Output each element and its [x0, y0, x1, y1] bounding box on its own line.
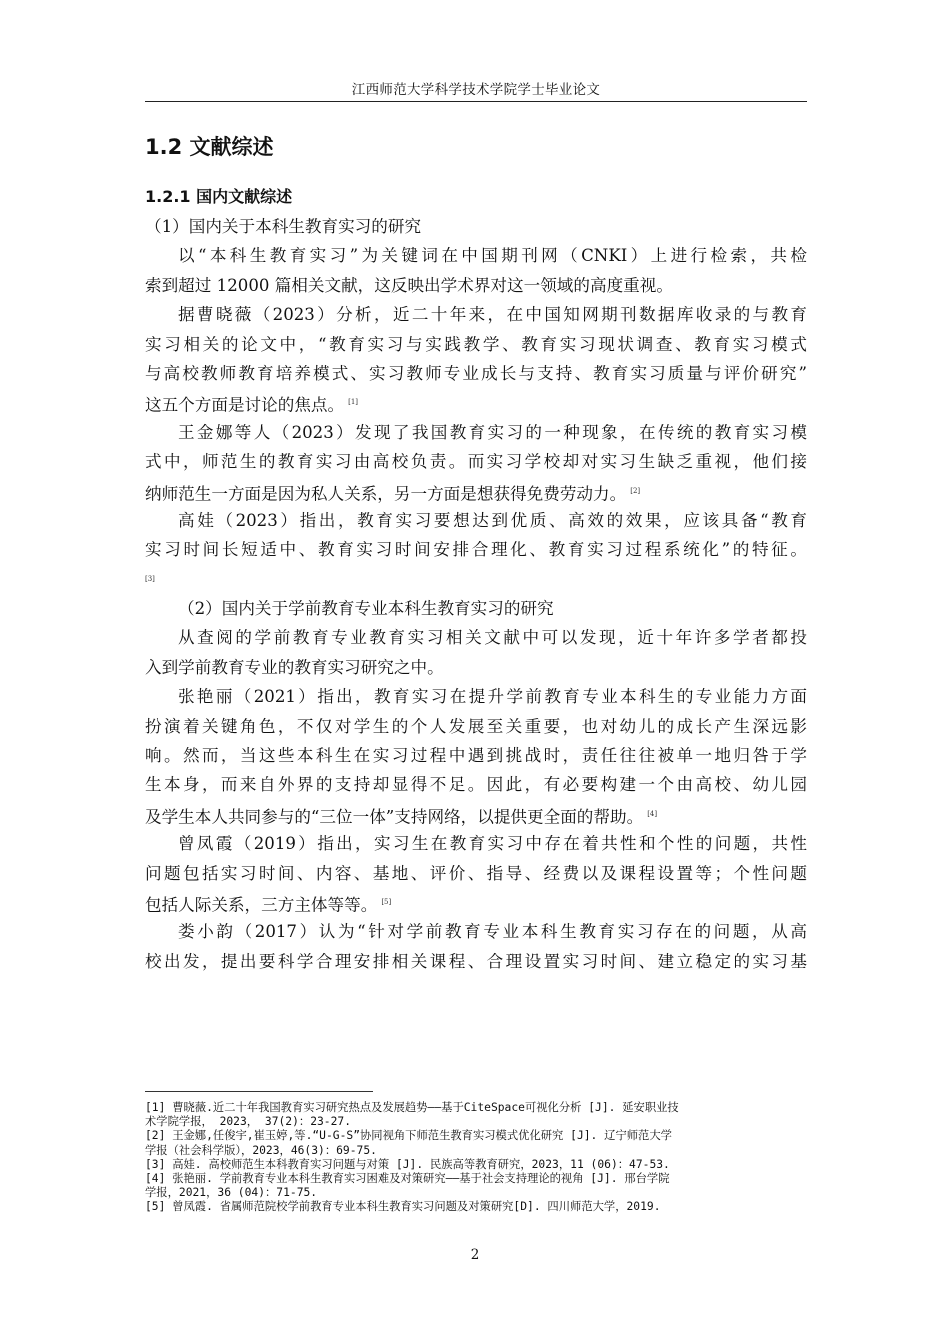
paragraph-line: 娄小韵（2017）认为“针对学前教育专业本科生教育实习存在的问题，从高: [178, 922, 807, 942]
paragraph-line: 张艳丽（2021）指出，教育实习在提升学前教育专业本科生的专业能力方面: [178, 687, 807, 707]
paragraph-line: 王金娜等人（2023）发现了我国教育实习的一种现象，在传统的教育实习模: [178, 422, 807, 442]
footnote-line: 学报（社会科学版），2023，46(3)：69-75.: [145, 1143, 377, 1157]
paragraph-line-with-ref: [145, 800, 807, 829]
paragraph-text: 包括人际关系，三方主体等等。: [145, 895, 378, 915]
paragraph-line: 响。然而，当这些本科生在实习过程中遇到挑战时，责任往往被单一地归咎于学: [145, 746, 807, 766]
paragraph-line: 索到超过 12000 篇相关文献，这反映出学术界对这一领域的高度重视。: [145, 275, 673, 295]
citation-ref: [4]: [647, 809, 658, 818]
section-heading: 1.2 文献综述: [145, 135, 274, 159]
paragraph-line-with-ref: [145, 888, 807, 917]
paragraph-line-with-ref: [145, 388, 807, 417]
footnote-line: [5] 曾凤霞. 省属师范院校学前教育专业本科生教育实习问题及对策研究[D]. 四川师范大学，2019.: [145, 1200, 661, 1214]
paragraph-line: 入到学前教育专业的教育实习研究之中。: [145, 657, 444, 677]
citation-ref: [1]: [348, 398, 359, 407]
paragraph-line-with-ref: [145, 477, 807, 506]
body-text: [145, 212, 807, 976]
paragraph-line: 实习时间长短适中、教育实习时间安排合理化、教育实习过程系统化”的特征。: [145, 540, 807, 560]
citation-ref: [5]: [381, 897, 392, 906]
footnote-rule: [145, 1091, 373, 1092]
paragraph-line: 高娃（2023）指出，教育实习要想达到优质、高效的效果，应该具备“教育: [178, 510, 807, 530]
topic-heading-2: （2）国内关于学前教育专业本科生教育实习的研究: [178, 599, 554, 619]
paragraph-line: 以“本科生教育实习”为关键词在中国期刊网（CNKI）上进行检索，共检: [178, 246, 807, 266]
paragraph-line: 据曹晓薇（2023）分析，近二十年来，在中国知网期刊数据库收录的与教育: [178, 305, 807, 325]
paragraph-line: 扮演着关键角色，不仅对学生的个人发展至关重要，也对幼儿的成长产生深远影: [145, 716, 807, 736]
page-number: 2: [470, 1247, 480, 1263]
citation-ref: [2]: [630, 486, 641, 495]
subsection-heading: 1.2.1 国内文献综述: [145, 187, 293, 206]
topic-heading-1: （1）国内关于本科生教育实习的研究: [145, 217, 422, 236]
paragraph-text: 纳师范生一方面是因为私人关系，另一方面是想获得免费劳动力。: [145, 484, 627, 504]
paragraph-line: 从查阅的学前教育专业教育实习相关文献中可以发现，近十年许多学者都投: [178, 628, 807, 648]
paragraph-line: 式中，师范生的教育实习由高校负责。而实习学校却对实习生缺乏重视，他们接: [145, 452, 807, 472]
paragraph-line: 生本身，而来自外界的支持却显得不足。因此，有必要构建一个由高校、幼儿园: [145, 775, 807, 795]
footnote-line: [3] 高娃. 高校师范生本科教育实习问题与对策 [J]. 民族高等教育研究，2023，11 (06)：47-53.: [145, 1157, 670, 1171]
paragraph-text: 这五个方面是讨论的焦点。: [145, 395, 345, 415]
paragraph-line: 问题包括实习时间、内容、基地、评价、指导、经费以及课程设置等；个性问题: [145, 863, 807, 883]
footnote-line: 术学院学报， 2023， 37(2)：23-27.: [145, 1115, 351, 1129]
header-rule: [145, 101, 807, 102]
paragraph-line: 校出发，提出要科学合理安排相关课程、合理设置实习时间、建立稳定的实习基: [145, 951, 807, 971]
paragraph-line: 实习相关的论文中，“教育实习与实践教学、教育实习现状调查、教育实习模式: [145, 334, 807, 354]
footnote-line: [4] 张艳丽. 学前教育专业本科生教育实习困难及对策研究——基于社会支持理论的视角 [J]. 邢台学院: [145, 1172, 670, 1186]
paragraph-line: 曾凤霞（2019）指出，实习生在教育实习中存在着共性和个性的问题，共性: [178, 834, 807, 854]
footnote-line: 学报，2021，36 (04)：71-75.: [145, 1186, 318, 1200]
footnote-line: [2] 王金娜,任俊宇,崔玉婷,等.“U-G-S”协同视角下师范生教育实习模式优化研究 [J]. 辽宁师范大学: [145, 1129, 672, 1143]
citation-ref: [3]: [145, 574, 155, 583]
running-header: 江西师范大学科学技术学院学士毕业论文: [351, 82, 601, 98]
paragraph-line: 与高校教师教育培养模式、实习教师专业成长与支持、教育实习质量与评价研究”: [145, 363, 807, 383]
footnotes: [145, 1101, 807, 1215]
footnote-line: [1] 曹晓薇.近二十年我国教育实习研究热点及发展趋势——基于CiteSpace可视化分析 [J]. 延安职业技: [145, 1101, 679, 1114]
paragraph-text: 及学生本人共同参与的“三位一体”支持网络，以提供更全面的帮助。: [145, 807, 644, 827]
